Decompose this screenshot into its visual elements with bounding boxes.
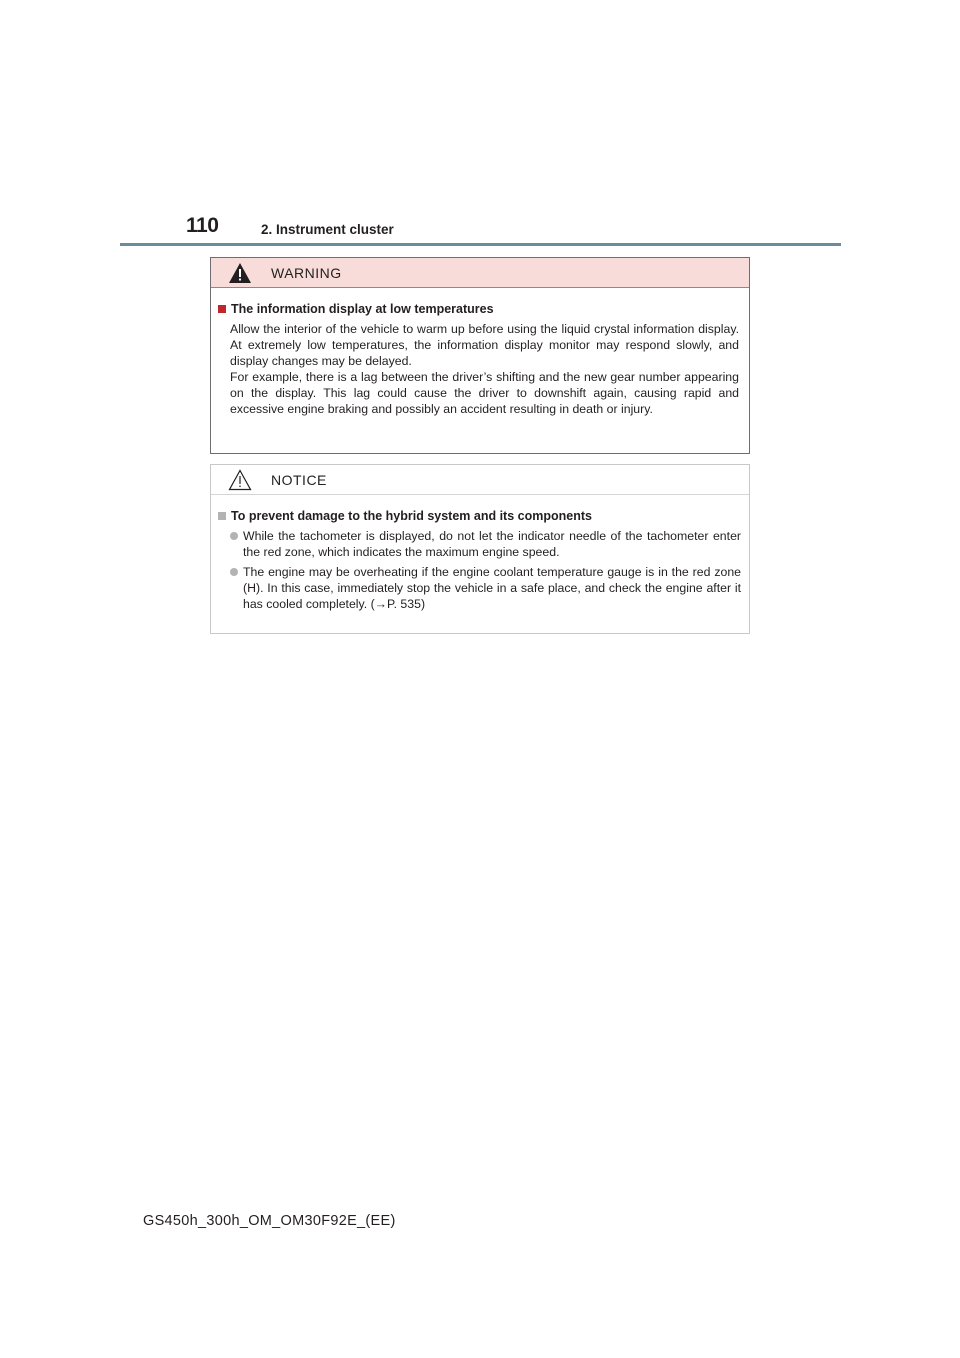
circle-bullet-icon: [230, 568, 238, 576]
red-square-bullet-icon: [218, 305, 226, 313]
notice-box: [210, 464, 750, 634]
warning-paragraph: Allow the interior of the vehicle to warm up before using the liquid crystal information display. At extremely low temperatures, the information display monitor may respond slowly, and display changes may be delayed.: [230, 322, 739, 368]
warning-item-heading: [218, 302, 741, 316]
circle-bullet-icon: [230, 532, 238, 540]
notice-header: [211, 465, 749, 495]
section-title: 2. Instrument cluster: [261, 222, 394, 237]
notice-body: [211, 495, 749, 612]
notice-bullet: [230, 528, 741, 560]
document-code: GS450h_300h_OM_OM30F92E_(EE): [143, 1213, 396, 1229]
gray-square-bullet-icon: [218, 512, 226, 520]
warning-body: [211, 288, 749, 417]
notice-heading-text: To prevent damage to the hybrid system and its components: [231, 509, 592, 523]
notice-triangle-icon: [228, 469, 252, 491]
page-number: 110: [186, 214, 219, 237]
warning-triangle-icon: [228, 262, 252, 284]
warning-paragraph: For example, there is a lag between the driver’s shifting and the new gear number appearing on the display. This lag could cause the driver to downshift again, causing rapid and excessive engine braking and possibly an accident resulting in death or injury.: [230, 370, 739, 416]
warning-label: WARNING: [271, 264, 342, 281]
notice-bullet-text: The engine may be overheating if the engine coolant temperature gauge is in the red zone (H). In this case, immediately stop the vehicle in a safe place, and check the engine after it has cooled completely. (→P. 535): [243, 565, 741, 611]
notice-label: NOTICE: [271, 471, 327, 488]
warning-header: [211, 258, 749, 288]
notice-item-heading: [218, 509, 741, 523]
warning-heading-text: The information display at low temperatures: [231, 302, 494, 316]
notice-bullet-text: While the tachometer is displayed, do not let the indicator needle of the tachometer enter the red zone, which indicates the maximum engine speed.: [243, 529, 741, 559]
notice-bullet: [230, 564, 741, 612]
header-divider: [120, 243, 841, 246]
warning-box: [210, 257, 750, 454]
